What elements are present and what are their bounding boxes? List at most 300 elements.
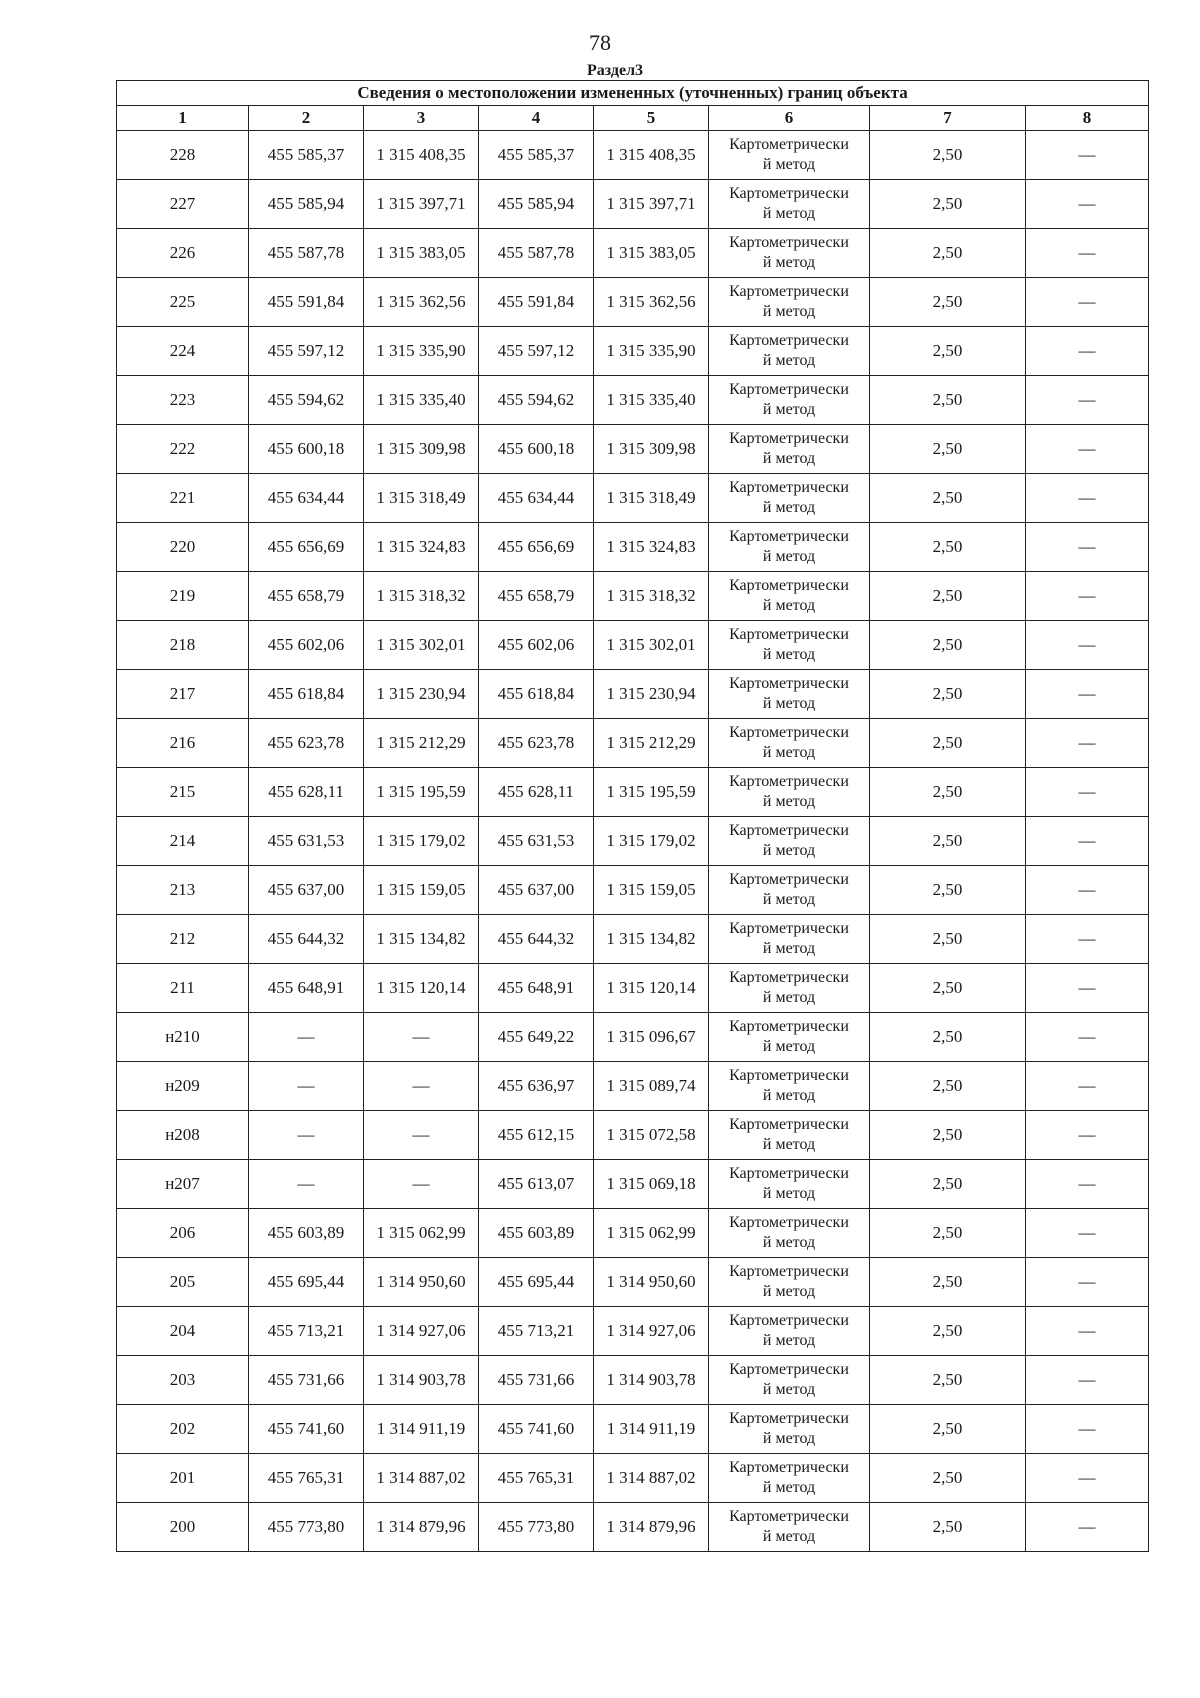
col8-cell: — [1026, 1111, 1149, 1160]
method-line-2: й метод [762, 156, 816, 173]
table-row [117, 1454, 1149, 1503]
method-cell [709, 376, 870, 425]
method-cell [709, 1160, 870, 1209]
table-row [117, 621, 1149, 670]
x-new-cell: 455 658,79 [479, 572, 594, 621]
method-cell [709, 1013, 870, 1062]
method-line-2: й метод [762, 1381, 816, 1398]
accuracy-cell: 2,50 [870, 131, 1026, 180]
point-number-cell: 223 [117, 376, 249, 425]
accuracy-cell: 2,50 [870, 1013, 1026, 1062]
x-existing-cell: 455 631,53 [249, 817, 364, 866]
method-cell [709, 768, 870, 817]
accuracy-cell: 2,50 [870, 572, 1026, 621]
method-line-1: Картометрически [729, 479, 849, 496]
method-line-2: й метод [762, 891, 816, 908]
method-line-1: Картометрически [729, 1165, 849, 1182]
y-existing-cell: 1 315 062,99 [364, 1209, 479, 1258]
col8-cell: — [1026, 915, 1149, 964]
method-line-1: Картометрически [729, 773, 849, 790]
x-existing-cell: 455 713,21 [249, 1307, 364, 1356]
column-number-2: 2 [249, 106, 364, 131]
col8-cell: — [1026, 866, 1149, 915]
method-cell [709, 1307, 870, 1356]
method-cell [709, 817, 870, 866]
y-existing-cell: 1 315 318,32 [364, 572, 479, 621]
method-cell [709, 474, 870, 523]
method-line-2: й метод [762, 646, 816, 663]
x-new-cell: 455 585,94 [479, 180, 594, 229]
point-number-cell: 211 [117, 964, 249, 1013]
y-existing-cell: 1 315 159,05 [364, 866, 479, 915]
method-cell [709, 425, 870, 474]
method-line-1: Картометрически [729, 528, 849, 545]
x-existing-cell: 455 773,80 [249, 1503, 364, 1552]
method-line-2: й метод [762, 597, 816, 614]
x-existing-cell: 455 658,79 [249, 572, 364, 621]
x-existing-cell: 455 591,84 [249, 278, 364, 327]
accuracy-cell: 2,50 [870, 1356, 1026, 1405]
accuracy-cell: 2,50 [870, 1160, 1026, 1209]
x-existing-cell: — [249, 1160, 364, 1209]
y-new-cell: 1 314 903,78 [594, 1356, 709, 1405]
table-row [117, 817, 1149, 866]
method-line-2: й метод [762, 548, 816, 565]
x-existing-cell: 455 585,37 [249, 131, 364, 180]
y-new-cell: 1 314 927,06 [594, 1307, 709, 1356]
y-new-cell: 1 315 318,49 [594, 474, 709, 523]
accuracy-cell: 2,50 [870, 1258, 1026, 1307]
x-new-cell: 455 644,32 [479, 915, 594, 964]
accuracy-cell: 2,50 [870, 1454, 1026, 1503]
table-row [117, 572, 1149, 621]
method-line-2: й метод [762, 842, 816, 859]
y-new-cell: 1 315 212,29 [594, 719, 709, 768]
y-new-cell: 1 314 887,02 [594, 1454, 709, 1503]
method-cell [709, 1503, 870, 1552]
method-line-2: й метод [762, 1332, 816, 1349]
column-number-1: 1 [117, 106, 249, 131]
column-number-5: 5 [594, 106, 709, 131]
y-new-cell: 1 315 069,18 [594, 1160, 709, 1209]
accuracy-cell: 2,50 [870, 425, 1026, 474]
point-number-cell: 200 [117, 1503, 249, 1552]
point-number-cell: 214 [117, 817, 249, 866]
y-existing-cell: 1 315 212,29 [364, 719, 479, 768]
y-existing-cell: 1 314 879,96 [364, 1503, 479, 1552]
method-line-1: Картометрически [729, 1214, 849, 1231]
y-existing-cell: — [364, 1160, 479, 1209]
col8-cell: — [1026, 1307, 1149, 1356]
method-line-1: Картометрически [729, 381, 849, 398]
point-number-cell: 228 [117, 131, 249, 180]
y-existing-cell: 1 315 408,35 [364, 131, 479, 180]
method-cell [709, 1062, 870, 1111]
y-new-cell: 1 315 230,94 [594, 670, 709, 719]
method-cell [709, 1356, 870, 1405]
page-number: 78 [589, 30, 611, 55]
accuracy-cell: 2,50 [870, 376, 1026, 425]
x-new-cell: 455 631,53 [479, 817, 594, 866]
method-line-1: Картометрически [729, 185, 849, 202]
table-row [117, 278, 1149, 327]
table-row [117, 523, 1149, 572]
y-existing-cell: 1 315 179,02 [364, 817, 479, 866]
method-line-2: й метод [762, 254, 816, 271]
method-line-2: й метод [762, 401, 816, 418]
y-new-cell: 1 314 950,60 [594, 1258, 709, 1307]
y-new-cell: 1 315 302,01 [594, 621, 709, 670]
x-new-cell: 455 765,31 [479, 1454, 594, 1503]
method-cell [709, 278, 870, 327]
accuracy-cell: 2,50 [870, 866, 1026, 915]
method-line-1: Картометрически [729, 724, 849, 741]
col8-cell: — [1026, 572, 1149, 621]
table-row [117, 1062, 1149, 1111]
point-number-cell: 221 [117, 474, 249, 523]
x-existing-cell: 455 618,84 [249, 670, 364, 719]
col8-cell: — [1026, 1454, 1149, 1503]
col8-cell: — [1026, 229, 1149, 278]
column-number-row [117, 106, 1149, 131]
y-new-cell: 1 315 134,82 [594, 915, 709, 964]
x-existing-cell: 455 585,94 [249, 180, 364, 229]
accuracy-cell: 2,50 [870, 229, 1026, 278]
accuracy-cell: 2,50 [870, 1405, 1026, 1454]
y-new-cell: 1 315 324,83 [594, 523, 709, 572]
y-existing-cell: 1 315 362,56 [364, 278, 479, 327]
accuracy-cell: 2,50 [870, 1111, 1026, 1160]
accuracy-cell: 2,50 [870, 474, 1026, 523]
y-new-cell: 1 315 072,58 [594, 1111, 709, 1160]
x-new-cell: 455 603,89 [479, 1209, 594, 1258]
accuracy-cell: 2,50 [870, 915, 1026, 964]
x-existing-cell: 455 765,31 [249, 1454, 364, 1503]
y-new-cell: 1 315 179,02 [594, 817, 709, 866]
method-line-1: Картометрически [729, 234, 849, 251]
table-row [117, 1258, 1149, 1307]
method-line-1: Картометрически [729, 1312, 849, 1329]
y-existing-cell: — [364, 1111, 479, 1160]
section-title: Раздел3 [586, 62, 644, 79]
accuracy-cell: 2,50 [870, 180, 1026, 229]
point-number-cell: 217 [117, 670, 249, 719]
method-line-1: Картометрически [729, 332, 849, 349]
x-existing-cell: — [249, 1111, 364, 1160]
method-cell [709, 180, 870, 229]
method-line-2: й метод [762, 1038, 816, 1055]
x-existing-cell: 455 648,91 [249, 964, 364, 1013]
table-row [117, 866, 1149, 915]
method-line-2: й метод [762, 1479, 816, 1496]
x-existing-cell: 455 741,60 [249, 1405, 364, 1454]
x-existing-cell: 455 602,06 [249, 621, 364, 670]
method-cell [709, 866, 870, 915]
method-line-1: Картометрически [729, 136, 849, 153]
y-existing-cell: 1 315 120,14 [364, 964, 479, 1013]
method-line-1: Картометрически [729, 1410, 849, 1427]
x-existing-cell: 455 628,11 [249, 768, 364, 817]
method-line-2: й метод [762, 989, 816, 1006]
table-row [117, 719, 1149, 768]
point-number-cell: 203 [117, 1356, 249, 1405]
col8-cell: — [1026, 1062, 1149, 1111]
x-new-cell: 455 656,69 [479, 523, 594, 572]
method-cell [709, 1405, 870, 1454]
y-existing-cell: 1 315 302,01 [364, 621, 479, 670]
method-cell [709, 1258, 870, 1307]
method-cell [709, 131, 870, 180]
y-new-cell: 1 314 911,19 [594, 1405, 709, 1454]
col8-cell: — [1026, 523, 1149, 572]
point-number-cell: н210 [117, 1013, 249, 1062]
y-new-cell: 1 315 096,67 [594, 1013, 709, 1062]
method-cell [709, 523, 870, 572]
col8-cell: — [1026, 425, 1149, 474]
x-existing-cell: — [249, 1013, 364, 1062]
accuracy-cell: 2,50 [870, 670, 1026, 719]
x-existing-cell: 455 634,44 [249, 474, 364, 523]
col8-cell: — [1026, 180, 1149, 229]
y-new-cell: 1 315 335,90 [594, 327, 709, 376]
method-cell [709, 1209, 870, 1258]
x-existing-cell: 455 644,32 [249, 915, 364, 964]
point-number-cell: 206 [117, 1209, 249, 1258]
y-existing-cell: 1 315 383,05 [364, 229, 479, 278]
y-existing-cell: 1 315 318,49 [364, 474, 479, 523]
method-line-2: й метод [762, 695, 816, 712]
method-line-1: Картометрически [729, 675, 849, 692]
point-number-cell: 201 [117, 1454, 249, 1503]
column-number-4: 4 [479, 106, 594, 131]
method-cell [709, 1111, 870, 1160]
col8-cell: — [1026, 376, 1149, 425]
col8-cell: — [1026, 817, 1149, 866]
accuracy-cell: 2,50 [870, 1062, 1026, 1111]
method-line-2: й метод [762, 450, 816, 467]
y-existing-cell: 1 315 134,82 [364, 915, 479, 964]
method-cell [709, 719, 870, 768]
method-cell [709, 229, 870, 278]
col8-cell: — [1026, 964, 1149, 1013]
x-existing-cell: 455 637,00 [249, 866, 364, 915]
point-number-cell: 227 [117, 180, 249, 229]
col8-cell: — [1026, 768, 1149, 817]
method-line-1: Картометрически [729, 969, 849, 986]
x-new-cell: 455 731,66 [479, 1356, 594, 1405]
y-new-cell: 1 315 309,98 [594, 425, 709, 474]
point-number-cell: 224 [117, 327, 249, 376]
method-line-1: Картометрически [729, 1116, 849, 1133]
table-row [117, 376, 1149, 425]
y-new-cell: 1 314 879,96 [594, 1503, 709, 1552]
col8-cell: — [1026, 1503, 1149, 1552]
method-line-1: Картометрически [729, 871, 849, 888]
point-number-cell: н208 [117, 1111, 249, 1160]
method-line-2: й метод [762, 1087, 816, 1104]
y-new-cell: 1 315 362,56 [594, 278, 709, 327]
table-row [117, 670, 1149, 719]
table-row [117, 964, 1149, 1013]
x-new-cell: 455 612,15 [479, 1111, 594, 1160]
method-line-2: й метод [762, 1136, 816, 1153]
x-new-cell: 455 713,21 [479, 1307, 594, 1356]
point-number-cell: 212 [117, 915, 249, 964]
x-new-cell: 455 587,78 [479, 229, 594, 278]
y-existing-cell: 1 314 927,06 [364, 1307, 479, 1356]
boundary-coordinates-table [116, 80, 1149, 1552]
point-number-cell: 213 [117, 866, 249, 915]
method-line-2: й метод [762, 1283, 816, 1300]
method-line-1: Картометрически [729, 1263, 849, 1280]
column-number-3: 3 [364, 106, 479, 131]
x-new-cell: 455 602,06 [479, 621, 594, 670]
point-number-cell: 218 [117, 621, 249, 670]
point-number-cell: 225 [117, 278, 249, 327]
x-existing-cell: 455 597,12 [249, 327, 364, 376]
point-number-cell: 204 [117, 1307, 249, 1356]
point-number-cell: 216 [117, 719, 249, 768]
method-line-2: й метод [762, 205, 816, 222]
col8-cell: — [1026, 474, 1149, 523]
point-number-cell: 205 [117, 1258, 249, 1307]
table-row [117, 327, 1149, 376]
method-line-2: й метод [762, 793, 816, 810]
method-cell [709, 964, 870, 1013]
method-line-1: Картометрически [729, 626, 849, 643]
col8-cell: — [1026, 1013, 1149, 1062]
x-new-cell: 455 634,44 [479, 474, 594, 523]
method-line-2: й метод [762, 499, 816, 516]
table-row [117, 131, 1149, 180]
method-line-1: Картометрически [729, 822, 849, 839]
x-existing-cell: 455 623,78 [249, 719, 364, 768]
accuracy-cell: 2,50 [870, 1209, 1026, 1258]
y-existing-cell: 1 314 911,19 [364, 1405, 479, 1454]
accuracy-cell: 2,50 [870, 1503, 1026, 1552]
method-line-2: й метод [762, 352, 816, 369]
col8-cell: — [1026, 1160, 1149, 1209]
point-number-cell: 215 [117, 768, 249, 817]
x-new-cell: 455 636,97 [479, 1062, 594, 1111]
y-existing-cell: 1 315 195,59 [364, 768, 479, 817]
accuracy-cell: 2,50 [870, 719, 1026, 768]
col8-cell: — [1026, 670, 1149, 719]
table-row [117, 180, 1149, 229]
y-existing-cell: — [364, 1062, 479, 1111]
y-new-cell: 1 315 159,05 [594, 866, 709, 915]
method-line-1: Картометрически [729, 1361, 849, 1378]
table-row [117, 1209, 1149, 1258]
column-number-8: 8 [1026, 106, 1149, 131]
y-existing-cell: 1 315 324,83 [364, 523, 479, 572]
x-new-cell: 455 648,91 [479, 964, 594, 1013]
x-existing-cell: 455 656,69 [249, 523, 364, 572]
table-row [117, 915, 1149, 964]
method-line-2: й метод [762, 303, 816, 320]
x-new-cell: 455 773,80 [479, 1503, 594, 1552]
table-row [117, 229, 1149, 278]
table-row [117, 1503, 1149, 1552]
method-line-2: й метод [762, 1528, 816, 1545]
method-line-1: Картометрически [729, 283, 849, 300]
point-number-cell: н207 [117, 1160, 249, 1209]
x-existing-cell: 455 695,44 [249, 1258, 364, 1307]
x-new-cell: 455 600,18 [479, 425, 594, 474]
col8-cell: — [1026, 1258, 1149, 1307]
point-number-cell: 202 [117, 1405, 249, 1454]
method-line-2: й метод [762, 1430, 816, 1447]
table-row [117, 1160, 1149, 1209]
x-new-cell: 455 649,22 [479, 1013, 594, 1062]
table-row [117, 1356, 1149, 1405]
method-cell [709, 572, 870, 621]
x-new-cell: 455 741,60 [479, 1405, 594, 1454]
accuracy-cell: 2,50 [870, 278, 1026, 327]
y-existing-cell: 1 315 230,94 [364, 670, 479, 719]
x-new-cell: 455 623,78 [479, 719, 594, 768]
y-new-cell: 1 315 383,05 [594, 229, 709, 278]
y-new-cell: 1 315 089,74 [594, 1062, 709, 1111]
y-new-cell: 1 315 195,59 [594, 768, 709, 817]
y-new-cell: 1 315 120,14 [594, 964, 709, 1013]
table-row [117, 1013, 1149, 1062]
table-row [117, 1111, 1149, 1160]
method-line-1: Картометрически [729, 1459, 849, 1476]
column-number-6: 6 [709, 106, 870, 131]
table-body [117, 131, 1149, 1552]
y-new-cell: 1 315 335,40 [594, 376, 709, 425]
method-line-1: Картометрически [729, 1018, 849, 1035]
y-existing-cell: 1 315 335,90 [364, 327, 479, 376]
accuracy-cell: 2,50 [870, 621, 1026, 670]
table-title: Сведения о местоположении измененных (уточненных) границ объекта [117, 81, 1149, 106]
y-existing-cell: 1 314 950,60 [364, 1258, 479, 1307]
y-new-cell: 1 315 397,71 [594, 180, 709, 229]
col8-cell: — [1026, 621, 1149, 670]
point-number-cell: 219 [117, 572, 249, 621]
method-line-1: Картометрически [729, 920, 849, 937]
x-existing-cell: 455 587,78 [249, 229, 364, 278]
y-existing-cell: 1 315 335,40 [364, 376, 479, 425]
y-new-cell: 1 315 318,32 [594, 572, 709, 621]
col8-cell: — [1026, 1405, 1149, 1454]
method-cell [709, 327, 870, 376]
accuracy-cell: 2,50 [870, 327, 1026, 376]
method-line-1: Картометрически [729, 430, 849, 447]
accuracy-cell: 2,50 [870, 1307, 1026, 1356]
column-number-7: 7 [870, 106, 1026, 131]
method-line-1: Картометрически [729, 1508, 849, 1525]
method-cell [709, 621, 870, 670]
x-new-cell: 455 591,84 [479, 278, 594, 327]
point-number-cell: 220 [117, 523, 249, 572]
y-existing-cell: 1 315 309,98 [364, 425, 479, 474]
method-cell [709, 670, 870, 719]
accuracy-cell: 2,50 [870, 964, 1026, 1013]
x-new-cell: 455 618,84 [479, 670, 594, 719]
method-line-1: Картометрически [729, 577, 849, 594]
col8-cell: — [1026, 278, 1149, 327]
x-new-cell: 455 695,44 [479, 1258, 594, 1307]
col8-cell: — [1026, 1356, 1149, 1405]
x-new-cell: 455 597,12 [479, 327, 594, 376]
x-existing-cell: 455 603,89 [249, 1209, 364, 1258]
col8-cell: — [1026, 719, 1149, 768]
method-line-2: й метод [762, 940, 816, 957]
accuracy-cell: 2,50 [870, 817, 1026, 866]
method-line-2: й метод [762, 744, 816, 761]
